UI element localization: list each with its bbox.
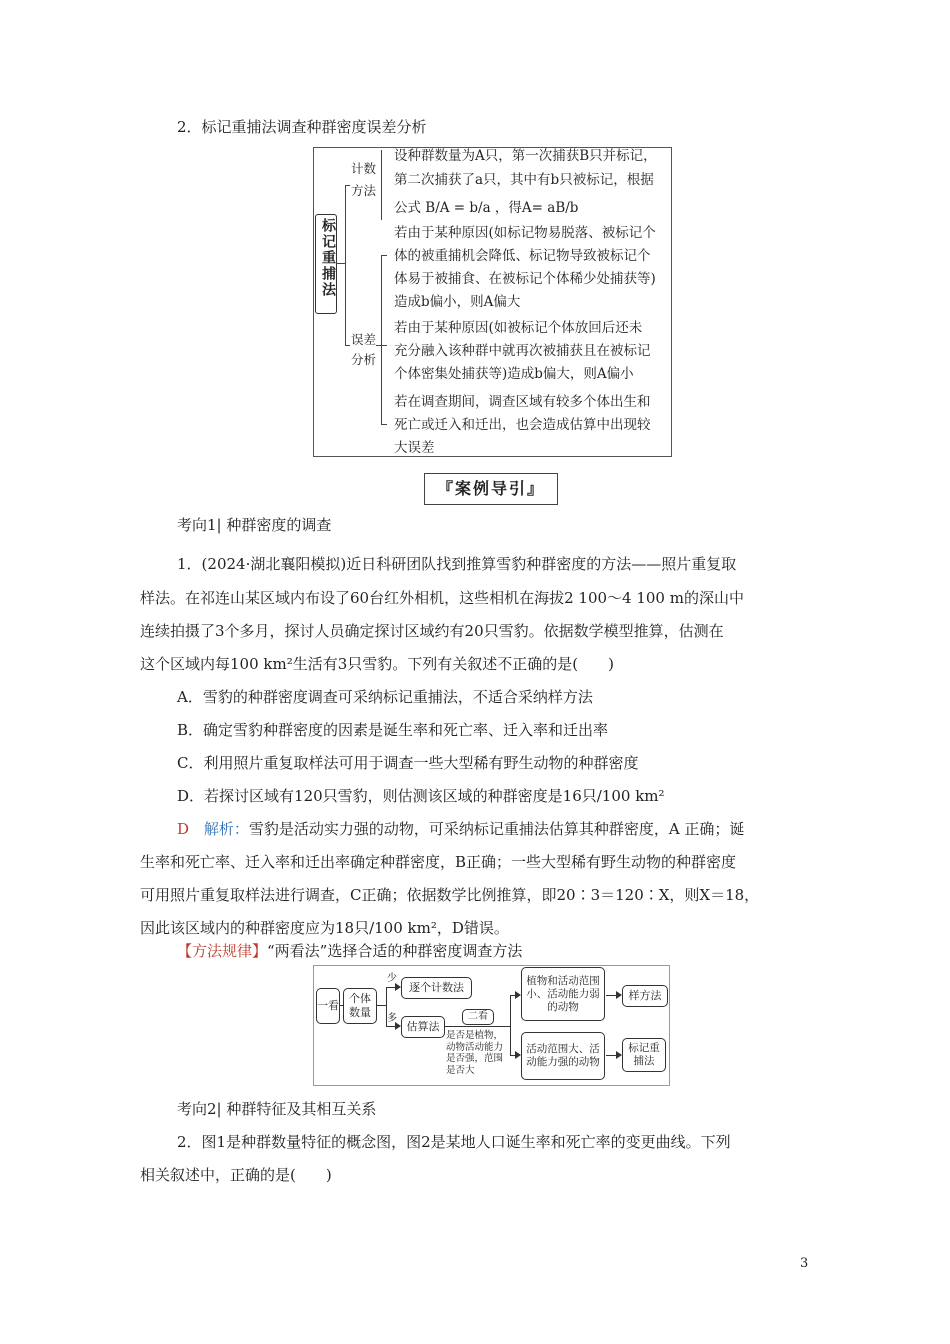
error1-line-1: 若由于某种原因(如标记物易脱落、被标记个 bbox=[394, 225, 656, 241]
node-look2: 二看 bbox=[462, 1009, 494, 1025]
q1-stem-line: 样法。在祁连山某区域内布设了60台红外相机，这些相机在海拔2 100～4 100 m的深山中 bbox=[140, 589, 744, 607]
node-animals: 活动范围大、活动能力强的动物 bbox=[521, 1032, 605, 1080]
connector bbox=[345, 185, 350, 186]
option-a: A．雪豹的种群密度调查可采纳标记重捕法，不适合采纳样方法 bbox=[177, 688, 593, 706]
label-few: 少 bbox=[387, 973, 397, 984]
node-quadrat: 样方法 bbox=[622, 985, 668, 1007]
bracket bbox=[381, 150, 382, 220]
edge bbox=[444, 1026, 510, 1027]
q1-stem-line: 1．(2024·湖北襄阳模拟)近日科研团队找到推算雪豹种群密度的方法——照片重复取 bbox=[177, 555, 737, 573]
count-line-3: 公式 B/A = b/a ，得A= aB/b bbox=[394, 200, 579, 216]
node-look1: 一看 bbox=[316, 988, 340, 1024]
answer-letter: D bbox=[177, 820, 190, 838]
branch-count-method: 计数方法 bbox=[351, 161, 377, 198]
count-line-2: 第二次捕获了a只，其中有b只被标记，根据 bbox=[394, 172, 654, 188]
error3-line-1: 若在调查期间，调查区域有较多个体出生和 bbox=[394, 394, 651, 410]
node-mark-recapture: 标记重捕法 bbox=[622, 1038, 666, 1072]
node-count-each: 逐个计数法 bbox=[401, 977, 472, 999]
analysis-line: 因此该区域内的种群密度应为18只/100 km²，D错误。 bbox=[140, 919, 509, 937]
error3-line-3: 大误差 bbox=[394, 440, 435, 456]
edge bbox=[376, 1005, 386, 1006]
error1-line-3: 体易于被捕食、在被标记个体稀少处捕获等) bbox=[394, 271, 656, 287]
error1-line-4: 造成b偏小，则A偏大 bbox=[394, 294, 521, 310]
analysis-line-1 bbox=[177, 818, 744, 840]
node-estimate: 估算法 bbox=[401, 1016, 445, 1038]
label-many: 多 bbox=[387, 1013, 397, 1024]
bracket bbox=[376, 345, 382, 346]
criteria-text: 是否是植物，动物活动能力是否强，范围是否大 bbox=[446, 1030, 504, 1076]
q1-stem-line: 连续拍摄了3个多月，探讨人员确定探讨区域约有20只雪豹。依据数学模型推算，估测在 bbox=[140, 622, 724, 640]
error2-line-3: 个体密集处捕获等)造成b偏大，则A偏小 bbox=[394, 366, 634, 382]
analysis-label: 解析： bbox=[203, 820, 249, 838]
page-number: 3 bbox=[800, 1256, 809, 1271]
count-line-1: 设种群数量为A只，第一次捕获B只并标记， bbox=[394, 148, 657, 164]
connector bbox=[345, 345, 350, 346]
analysis-text: 雪豹是活动实力强的动物，可采纳标记重捕法估算其种群密度，A 正确；诞 bbox=[248, 820, 745, 838]
method-rule-text: “两看法”选择合适的种群密度调查方法 bbox=[267, 942, 523, 960]
case-banner: 『案例导引』 bbox=[424, 473, 558, 505]
error1-line-2: 体的被重捕机会降低、标记物导致被标记个 bbox=[394, 248, 651, 264]
error2-line-1: 若由于某种原因(如被标记个体放回后还未 bbox=[394, 320, 643, 336]
bracket bbox=[381, 255, 387, 256]
bracket bbox=[381, 255, 382, 425]
method-rule-tag: 【方法规律】 bbox=[177, 942, 268, 960]
option-c: C．利用照片重复取样法可用于调查一些大型稀有野生动物的种群密度 bbox=[177, 754, 639, 772]
error3-line-2: 死亡或迁入和迁出，也会造成估算中出现较 bbox=[394, 417, 651, 433]
root-label: 标记重捕法 bbox=[320, 218, 336, 298]
method-rule bbox=[177, 940, 522, 962]
analysis-line: 可用照片重复取样法进行调查，C正确；依据数学比例推算，即20∶3＝120∶X，则X＝18， bbox=[140, 886, 760, 904]
bracket bbox=[381, 424, 387, 425]
section-title: 2．标记重捕法调查种群密度误差分析 bbox=[177, 118, 427, 136]
q2-line: 2．图1是种群数量特征的概念图，图2是某地人口诞生率和死亡率的变更曲线。下列 bbox=[177, 1133, 731, 1151]
q2-line: 相关叙述中，正确的是( ) bbox=[140, 1166, 332, 1184]
q1-stem-line: 这个区域内每100 km²生活有3只雪豹。下列有关叙述不正确的是( ) bbox=[140, 655, 614, 673]
edge bbox=[510, 995, 511, 1055]
error2-line-2: 充分融入该种群中就再次被捕获且在被标记 bbox=[394, 343, 651, 359]
option-b: B．确定雪豹种群密度的因素是诞生率和死亡率、迁入率和迁出率 bbox=[177, 721, 609, 739]
branch-error-analysis: 误差分析 bbox=[351, 332, 377, 367]
node-individual-count: 个体数量 bbox=[343, 988, 377, 1024]
analysis-line: 生率和死亡率、迁入率和迁出率确定种群密度，B正确；一些大型稀有野生动物的种群密度 bbox=[140, 853, 737, 871]
node-plants: 植物和活动范围小、活动能力弱的动物 bbox=[521, 967, 605, 1021]
connector bbox=[345, 185, 346, 345]
topic1-heading: 考向1| 种群密度的调查 bbox=[177, 516, 332, 534]
option-d: D．若探讨区域有120只雪豹，则估测该区域的种群密度是16只/100 km² bbox=[177, 787, 665, 805]
topic2-heading: 考向2| 种群特征及其相互关系 bbox=[177, 1100, 377, 1118]
